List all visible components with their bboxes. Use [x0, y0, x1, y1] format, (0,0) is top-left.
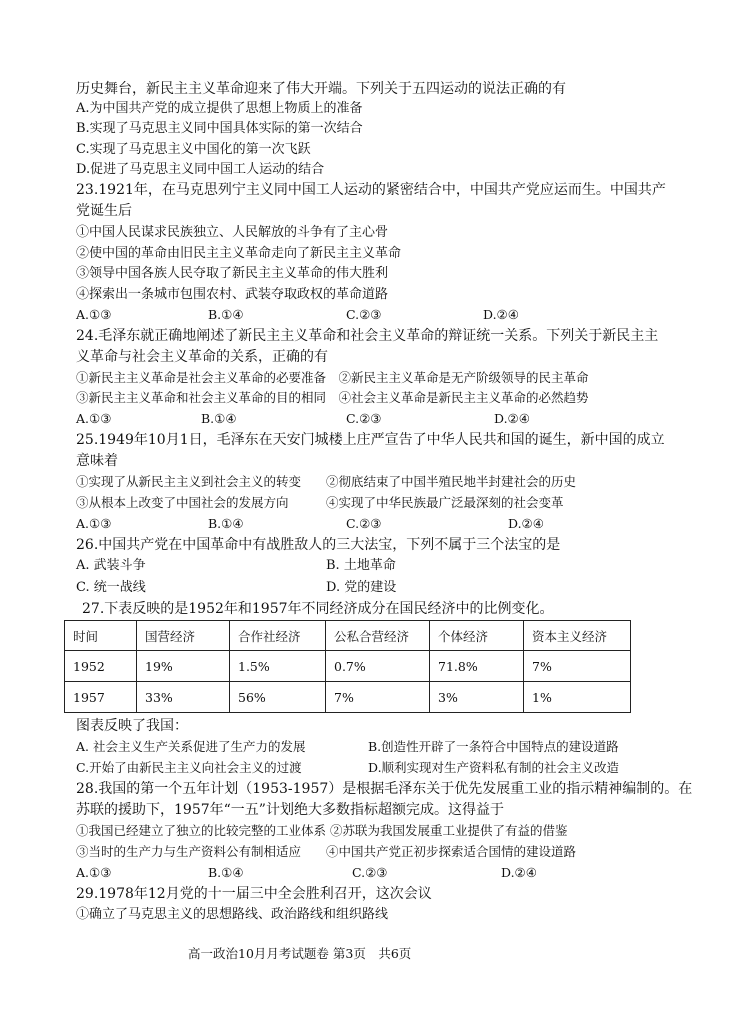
q28-statements-3-4: ③当时的生产力与生产资料公有制相适应 ④中国共产党正初步探索适合国情的建设道路 — [76, 844, 577, 859]
q27-prompt: 图表反映了我国： — [76, 718, 188, 734]
q24-choice-a: A.①③ — [76, 411, 112, 426]
q22-option-b: B.实现了马克思主义同中国具体实际的第一次结合 — [76, 121, 363, 136]
q23-options — [76, 306, 676, 324]
question-29-stem: 29.1978年12月党的十一届三中全会胜利召开，这次会议 — [76, 886, 432, 902]
table-cell: 33% — [137, 682, 230, 713]
table-cell: 1% — [524, 682, 631, 713]
q25-statements-1-2: ①实现了从新民主主义到社会主义的转变 ②彻底结束了中国半殖民地半封建社会的历史 — [76, 474, 577, 489]
table-header-cell: 时间 — [65, 621, 137, 651]
question-25-stem-cont: 意味着 — [76, 453, 118, 469]
q25-choice-b: B.①④ — [208, 516, 244, 531]
q23-choice-b: B.①④ — [208, 307, 244, 322]
q25-options — [76, 515, 676, 533]
table-header-cell: 国营经济 — [137, 621, 230, 651]
table-cell: 0.7% — [326, 651, 430, 682]
q28-choice-a: A.①③ — [76, 865, 112, 880]
q26-option-d: D. 党的建设 — [326, 580, 397, 595]
question-24-stem-cont: 义革命与社会主义革命的关系，正确的有 — [76, 349, 328, 365]
table-cell: 1.5% — [230, 651, 326, 682]
table-header-row — [65, 621, 631, 651]
table-cell: 3% — [430, 682, 524, 713]
q28-choice-b: B.①④ — [208, 865, 244, 880]
table-header-cell: 个体经济 — [430, 621, 524, 651]
table-cell: 1952 — [65, 651, 137, 682]
table-header-cell: 资本主义经济 — [524, 621, 631, 651]
question-28-stem-cont: 苏联的援助下，1957年“一五”计划绝大多数指标超额完成。这得益于 — [76, 802, 504, 818]
q23-statement-3: ③领导中国各族人民夺取了新民主主义革命的伟大胜利 — [76, 266, 389, 281]
q24-choice-d: D.②④ — [494, 411, 530, 426]
q23-statement-2: ②使中国的革命由旧民主主义革命走向了新民主主义革命 — [76, 246, 402, 261]
table-cell: 1957 — [65, 682, 137, 713]
table-row — [65, 682, 631, 713]
q22-option-c: C.实现了马克思主义中国化的第一次飞跃 — [76, 142, 311, 157]
table-cell: 7% — [326, 682, 430, 713]
question-23-stem-cont: 党诞生后 — [76, 203, 132, 219]
table-header-cell: 公私合营经济 — [326, 621, 430, 651]
q23-choice-d: D.②④ — [483, 307, 519, 322]
q24-options — [76, 410, 676, 428]
q24-statements-1-2: ①新民主主义革命是社会主义革命的必要准备 ②新民主主义革命是无产阶级领导的民主革命 — [76, 370, 589, 385]
q26-option-a: A. 武装斗争 — [76, 558, 146, 573]
q27-option-c: C.开始了由新民主主义向社会主义的过渡 — [76, 760, 302, 775]
economy-ratio-table — [64, 620, 631, 713]
q29-statement-1: ①确立了马克思主义的思想路线、政治路线和组织路线 — [76, 907, 389, 922]
q26-option-b: B. 土地革命 — [326, 558, 396, 573]
q27-option-a: A. 社会主义生产关系促进了生产力的发展 — [76, 739, 306, 754]
table-cell: 71.8% — [430, 651, 524, 682]
question-25-stem: 25.1949年10月1日，毛泽东在天安门城楼上庄严宣告了中华人民共和国的诞生，新中国的成立 — [76, 432, 665, 448]
q26-option-c: C. 统一战线 — [76, 580, 146, 595]
q24-choice-c: C.②③ — [346, 411, 382, 426]
q24-statements-3-4: ③新民主主义革命和社会主义革命的目的相同 ④社会主义革命是新民主主义革命的必然趋势 — [76, 390, 589, 405]
question-27-stem: 27.下表反映的是1952年和1957年不同经济成分在国民经济中的比例变化。 — [82, 601, 554, 617]
table-cell: 19% — [137, 651, 230, 682]
q27-option-b: B.创造性开辟了一条符合中国特点的建设道路 — [368, 739, 619, 754]
q23-choice-a: A.①③ — [76, 307, 112, 322]
question-23-stem: 23.1921年，在马克思列宁主义同中国工人运动的紧密结合中，中国共产党应运而生。中国共产 — [76, 182, 666, 198]
table-cell: 7% — [524, 651, 631, 682]
q28-options — [76, 864, 676, 882]
question-26-stem: 26.中国共产党在中国革命中有战胜敌人的三大法宝，下列不属于三个法宝的是 — [76, 537, 561, 553]
table-header-cell: 合作社经济 — [230, 621, 326, 651]
q23-statement-1: ①中国人民谋求民族独立、人民解放的斗争有了主心骨 — [76, 225, 389, 240]
q28-choice-d: D.②④ — [501, 865, 537, 880]
q25-choice-d: D.②④ — [508, 516, 544, 531]
page-footer: 高一政治10月月考试题卷 第3页 共6页 — [188, 946, 412, 961]
q25-choice-c: C.②③ — [346, 516, 382, 531]
q23-statement-4: ④探索出一条城市包围农村、武装夺取政权的革命道路 — [76, 287, 389, 302]
question-28-stem: 28.我国的第一个五年计划（1953-1957）是根据毛泽东关于优先发展重工业的指示精神编制的。在 — [76, 781, 693, 797]
q23-choice-c: C.②③ — [346, 307, 382, 322]
table-row — [65, 651, 631, 682]
q24-choice-b: B.①④ — [201, 411, 237, 426]
q22-option-d: D.促进了马克思主义同中国工人运动的结合 — [76, 162, 325, 177]
question-24-stem: 24.毛泽东就正确地阐述了新民主主义革命和社会主义革命的辩证统一关系。下列关于新民主主 — [76, 328, 659, 344]
q25-statements-3-4: ③从根本上改变了中国社会的发展方向 ④实现了中华民族最广泛最深刻的社会变革 — [76, 495, 564, 510]
q25-choice-a: A.①③ — [76, 516, 112, 531]
q28-choice-c: C.②③ — [352, 865, 388, 880]
table-cell: 56% — [230, 682, 326, 713]
q28-statements-1-2: ①我国已经建立了独立的比较完整的工业体系 ②苏联为我国发展重工业提供了有益的借鉴 — [76, 823, 568, 838]
question-22-stem-tail: 历史舞台，新民主主义革命迎来了伟大开端。下列关于五四运动的说法正确的有 — [76, 81, 566, 97]
q22-option-a: A.为中国共产党的成立提供了思想上物质上的准备 — [76, 101, 363, 116]
q27-option-d: D.顺利实现对生产资料私有制的社会主义改造 — [368, 760, 620, 775]
